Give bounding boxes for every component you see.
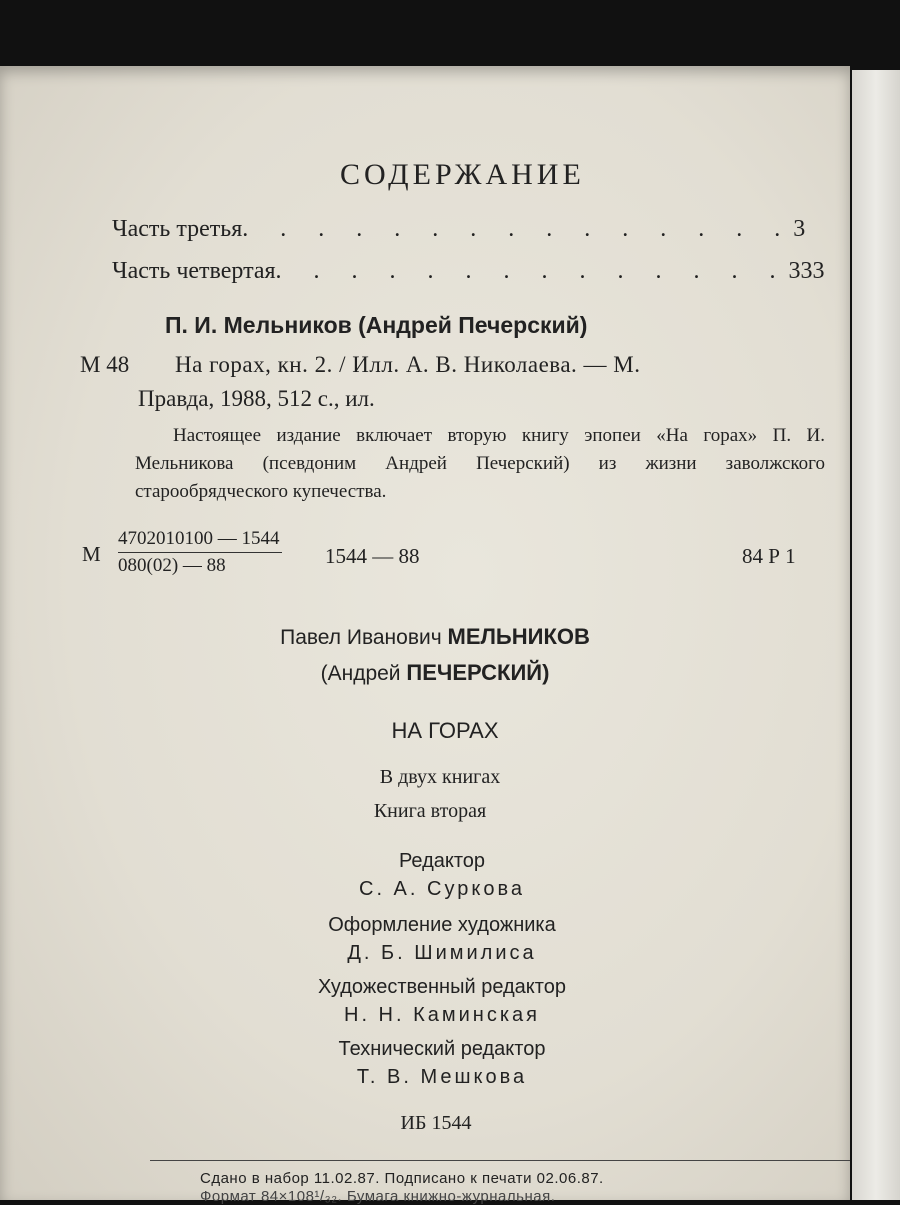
catalog-annotation (135, 422, 825, 506)
credit-name: Н. Н. Каминская (344, 1004, 540, 1026)
credit-name: Д. Б. Шимилиса (347, 942, 537, 964)
annotation-text: Настоящее издание включает вторую книгу эпопеи «На горах» П. И. Мельникова (псевдоним Андрей Печерский) из жизни заволжского старообрядческого купечества. (135, 425, 825, 502)
catalog-description-line1: На горах, кн. 2. / Илл. А. В. Николаева. — М. (175, 352, 641, 377)
catalog-description-line2: Правда, 1988, 512 с., ил. (138, 386, 375, 411)
index-letter: М (82, 542, 101, 566)
book-title: НА ГОРАХ (391, 718, 499, 743)
toc-entry-page: 3 (793, 216, 806, 242)
toc-leader-dots: . . . . . . . . . . . . . . (275, 258, 789, 284)
index-denominator: 080(02) — 88 (118, 555, 226, 576)
pseudonym-given-name: (Андрей (320, 662, 401, 685)
credit-name: Т. В. Мешкова (356, 1066, 528, 1088)
toc-entry-label: Часть четвертая (112, 258, 276, 284)
volume-line: Книга вторая (373, 800, 487, 822)
pseudonym-surname: ПЕЧЕРСКИЙ) (406, 660, 550, 685)
index-fraction (118, 528, 282, 577)
imprint-divider (150, 1160, 850, 1161)
toc-entry-label: Часть третья (112, 216, 243, 242)
book-page (0, 66, 850, 1205)
catalog-code: М 48 (80, 352, 130, 377)
author-full-name (0, 624, 870, 650)
credit-role: Технический редактор (338, 1038, 546, 1060)
credit-role: Художественный редактор (318, 976, 566, 998)
toc-entry (112, 258, 825, 285)
catalog-author: П. И. Мельников (Андрей Печерский) (165, 312, 588, 338)
index-code: 1544 — 88 (325, 544, 420, 568)
credit-role: Редактор (398, 850, 486, 872)
credit-role: Оформление художника (328, 914, 556, 936)
volume-line: В двух книгах (379, 766, 501, 788)
author-surname: МЕЛЬНИКОВ (447, 624, 590, 649)
ib-number: ИБ 1544 (400, 1112, 472, 1134)
author-pseudonym (0, 660, 870, 686)
toc-entry-page: 333 (788, 258, 825, 284)
toc-leader-dots: . . . . . . . . . . . . . . . (242, 216, 794, 242)
toc-entry (112, 216, 806, 243)
author-given-names: Павел Иванович (280, 626, 442, 649)
contents-title: СОДЕРЖАНИЕ (340, 158, 585, 191)
credit-name: С. А. Суркова (359, 878, 525, 900)
print-info-line: Формат 84×108¹/₃₂. Бумага книжно-журнальная. (200, 1188, 556, 1205)
bbk-code: 84 Р 1 (742, 544, 796, 568)
index-numerator: 4702010100 — 1544 (118, 528, 282, 553)
print-info-line: Сдано в набор 11.02.87. Подписано к печати 02.06.87. (200, 1170, 604, 1187)
